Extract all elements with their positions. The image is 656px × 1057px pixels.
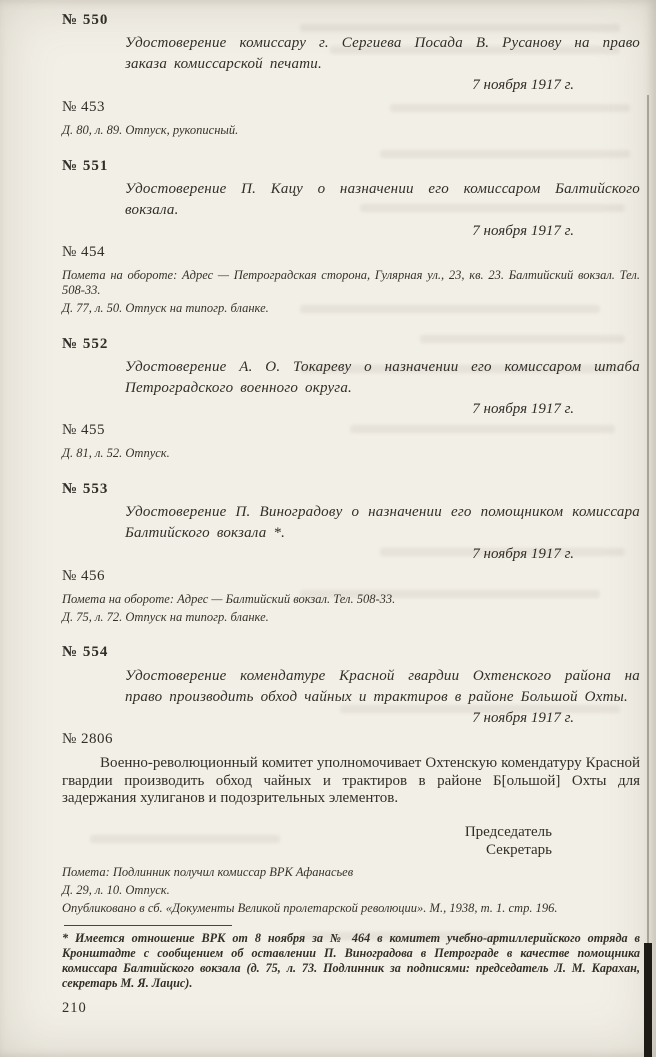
doc-number: № 554 — [62, 644, 109, 661]
doc-title: Удостоверение П. Виноградову о назначении его помощником комиссара Балтийского вокзала *. — [125, 504, 640, 542]
archival-note: Д. 29, л. 10. Отпуск. — [62, 882, 170, 897]
doc-date: 7 ноября 1917 г. — [472, 546, 574, 563]
doc-title: Удостоверение П. Кацу о назначении его комиссаром Балтийского вокзала. — [125, 180, 640, 218]
signature-chairman: Председатель — [464, 824, 552, 841]
archive-number: № 453 — [62, 98, 106, 115]
doc-title: Удостоверение комендатуре Красной гвардии Охтенского района на право производить обход чайных и трактиров в районе Большой Охты. — [125, 667, 640, 705]
doc-number: № 552 — [62, 335, 109, 352]
archival-note: Д. 77, л. 50. Отпуск на типогр. бланке. — [62, 300, 269, 315]
archive-number: № 455 — [62, 422, 106, 438]
page-number: 210 — [62, 999, 87, 1016]
entry-554 — [62, 644, 640, 915]
archival-note: Д. 81, л. 52. Отпуск. — [62, 446, 170, 461]
archival-note: Опубликовано в сб. «Документы Великой пролетарской революции». М., 1938, т. 1. стр. 196. — [62, 900, 558, 915]
doc-date: 7 ноября 1917 г. — [472, 709, 574, 726]
doc-number: № 553 — [62, 481, 109, 497]
archival-note: Д. 80, л. 89. Отпуск, рукописный. — [62, 122, 239, 137]
archive-number: № 456 — [62, 567, 106, 584]
archival-note: Помета: Подлинник получил комиссар ВРК Афанасьев — [62, 865, 354, 880]
archive-number: № 2806 — [62, 730, 114, 747]
scan-edge-bar — [644, 943, 652, 1057]
footnote-text: * Имеется отношение ВРК от 8 ноября за № 464 в комитет учебно-артиллерийского отряда в Кронштадте с сообщением об оставлении П. Виноградова в Петрограде в качестве помощника комиссара Балтийского вокзала (д. 75, л. 73. Подлинник за подписями: председатель Л. М. Карахан, секретарь М. Я. Лацис). — [62, 931, 640, 990]
doc-date: 7 ноября 1917 г. — [472, 77, 574, 94]
archival-note: Помета на обороте: Адрес — Петроградская сторона, Гулярная ул., 23, кв. 23. Балтийский вокзал. Тел. 508-33. — [62, 268, 640, 297]
doc-title: Удостоверение комиссару г. Сергиева Посада В. Русанову на право заказа комиссарской печати. — [125, 35, 640, 73]
doc-date: 7 ноября 1917 г. — [472, 222, 574, 239]
document-body: Военно-революционный комитет уполномочивает Охтенскую комендатуру Красной гвардии производить обход чайных и трактиров в районе Б[ольшой] Охты для задержания хулиганов и подозрительных элементов. — [62, 755, 640, 807]
footnote-rule — [64, 925, 232, 926]
archival-note: Д. 75, л. 72. Отпуск на типогр. бланке. — [62, 609, 269, 624]
page-footer — [62, 925, 640, 1017]
entry-553 — [62, 481, 640, 624]
archive-number: № 454 — [62, 244, 106, 260]
doc-title: Удостоверение А. О. Токареву о назначении его комиссаром штаба Петроградского военного округа. — [125, 358, 640, 396]
entry-551 — [62, 158, 640, 316]
signature-secretary: Секретарь — [485, 842, 552, 859]
doc-number: № 550 — [62, 12, 109, 28]
entry-550 — [62, 12, 640, 138]
entry-552 — [62, 336, 640, 462]
doc-date: 7 ноября 1917 г. — [472, 400, 574, 417]
scan-edge-line — [647, 95, 649, 943]
archival-note: Помета на обороте: Адрес — Балтийский вокзал. Тел. 508-33. — [62, 591, 396, 606]
doc-number: № 551 — [62, 157, 109, 174]
signature-block — [62, 823, 640, 859]
